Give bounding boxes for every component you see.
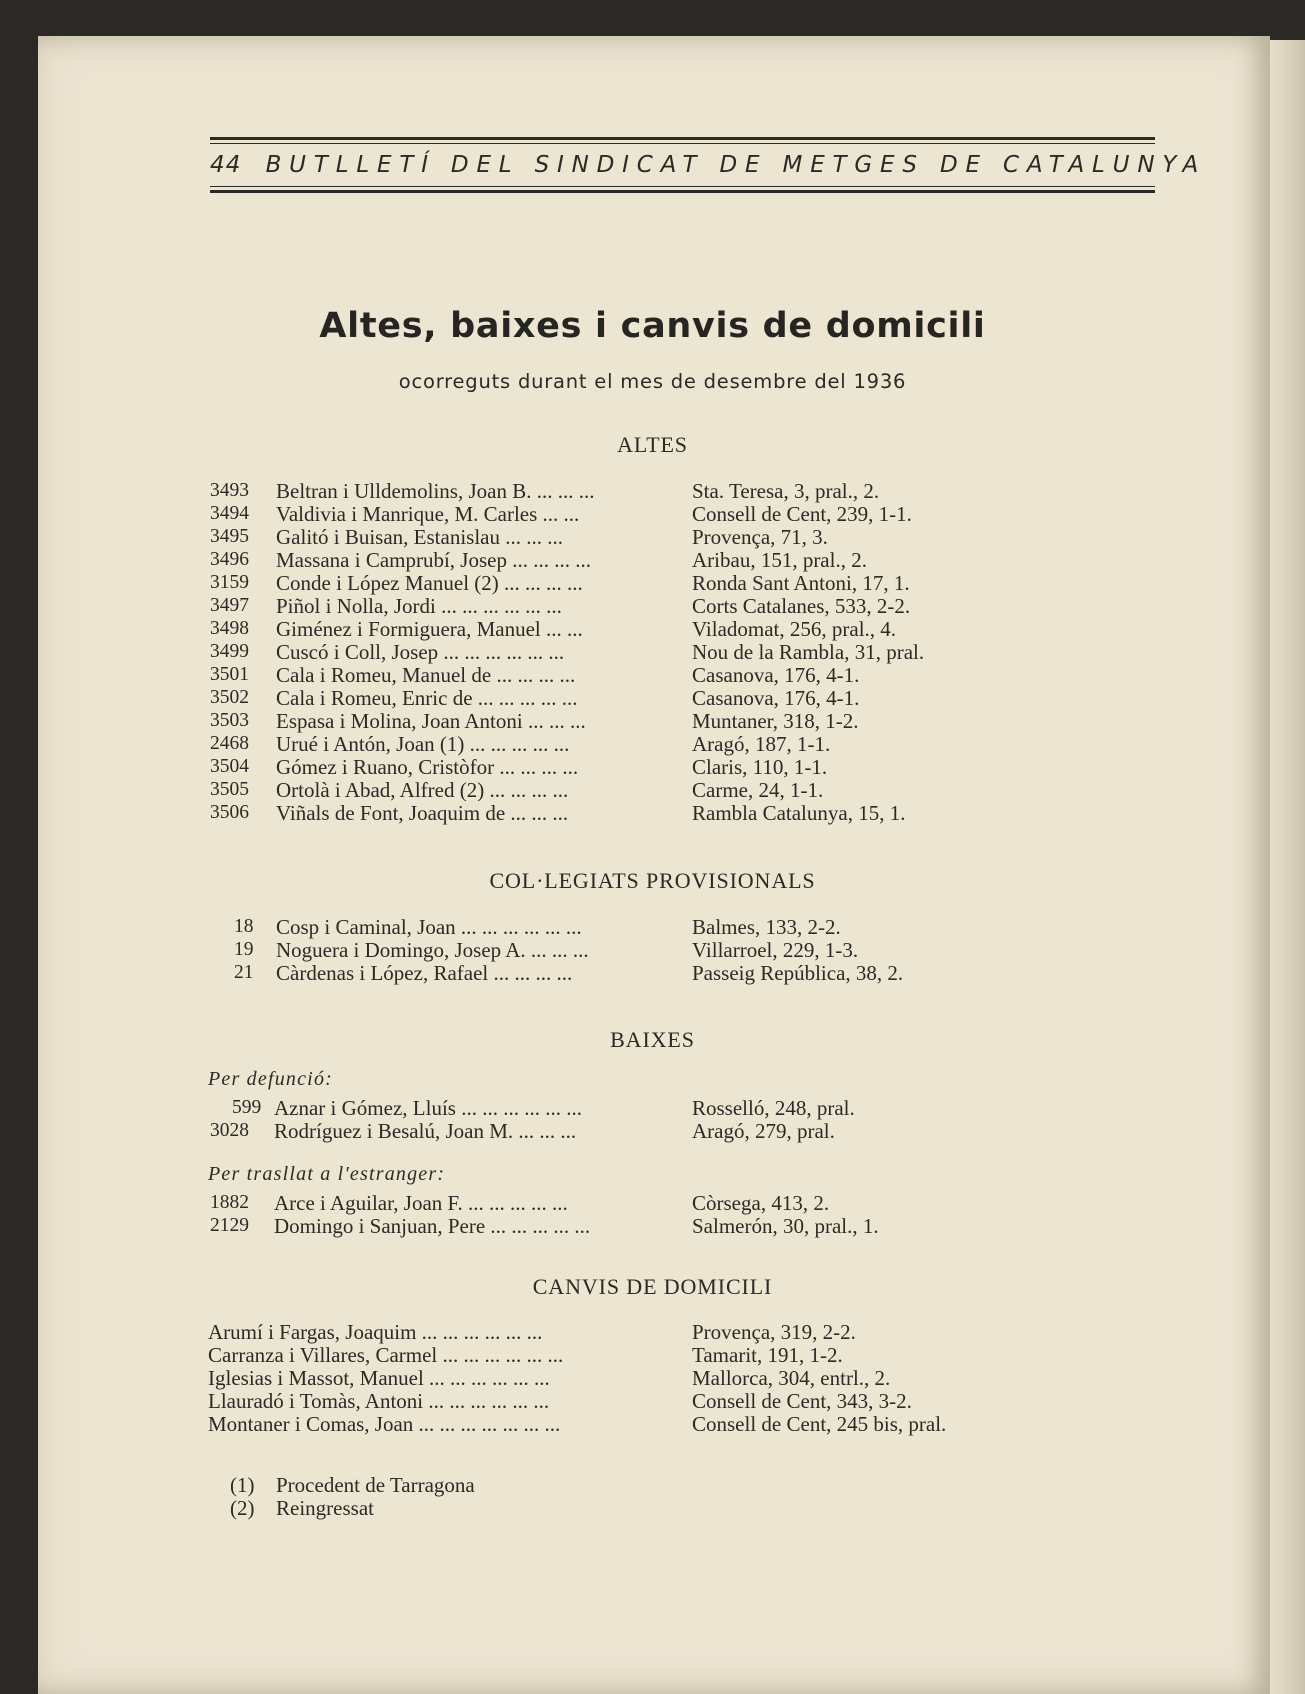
member-address: Balmes, 133, 2-2. <box>692 915 841 939</box>
footnote-mark: (1) <box>230 1473 255 1497</box>
member-name: Aznar i Gómez, Lluís ... ... ... ... ... ... <box>274 1096 582 1120</box>
member-name: Giménez i Formiguera, Manuel ... ... <box>276 617 583 641</box>
article-title: Altes, baixes i canvis de domicili <box>319 306 986 346</box>
member-number: 3493 <box>210 480 249 501</box>
list-item <box>0 778 1305 802</box>
member-name: Domingo i Sanjuan, Pere ... ... ... ... ... <box>274 1214 591 1238</box>
member-number: 2468 <box>210 733 249 754</box>
member-address: Casanova, 176, 4-1. <box>692 686 860 710</box>
page-edge <box>1270 40 1305 1694</box>
list-item <box>0 502 1305 526</box>
member-number: 18 <box>234 916 254 937</box>
footnote-text: Procedent de Tarragona <box>276 1473 475 1497</box>
member-address: Consell de Cent, 245 bis, pral. <box>692 1412 947 1436</box>
list-item <box>0 1320 1305 1344</box>
member-name: Galitó i Buisan, Estanislau ... ... ... <box>276 525 563 549</box>
list-item <box>0 1366 1305 1390</box>
subheading-defuncio: Per defunció: <box>208 1068 334 1090</box>
footnote-text: Reingressat <box>276 1496 374 1520</box>
member-name: Cala i Romeu, Enric de ... ... ... ... ... <box>276 686 578 710</box>
member-number: 3505 <box>210 779 249 800</box>
member-number: 2129 <box>210 1215 249 1236</box>
header-rule-bottom-thin <box>210 186 1155 187</box>
member-address: Provença, 319, 2-2. <box>692 1320 856 1344</box>
header-rule-top <box>210 137 1155 140</box>
member-address: Villarroel, 229, 1-3. <box>692 938 859 962</box>
list-item <box>0 1343 1305 1367</box>
member-name: Piñol i Nolla, Jordi ... ... ... ... ... ... <box>276 594 562 618</box>
section-heading-canvis: CANVIS DE DOMICILI <box>532 1274 773 1299</box>
member-name: Conde i López Manuel (2) ... ... ... ... <box>276 571 583 595</box>
member-number: 3503 <box>210 710 249 731</box>
member-address: Viladomat, 256, pral., 4. <box>692 617 897 641</box>
member-name: Arumí i Fargas, Joaquim ... ... ... ... ... ... <box>208 1320 543 1344</box>
member-address: Consell de Cent, 239, 1-1. <box>692 502 912 526</box>
member-address: Salmerón, 30, pral., 1. <box>692 1214 879 1238</box>
member-address: Còrsega, 413, 2. <box>692 1191 830 1215</box>
member-number: 3499 <box>210 641 249 662</box>
member-number: 3028 <box>210 1120 249 1141</box>
member-address: Passeig República, 38, 2. <box>692 961 904 985</box>
member-name: Cosp i Caminal, Joan ... ... ... ... ... ... <box>276 915 582 939</box>
member-number: 3495 <box>210 526 249 547</box>
list-item <box>0 479 1305 503</box>
subheading-trasllat: Per trasllat a l'estranger: <box>208 1163 446 1185</box>
footnote <box>230 1496 374 1521</box>
member-address: Aragó, 187, 1-1. <box>692 732 831 756</box>
member-name: Massana i Camprubí, Josep ... ... ... ... <box>276 548 591 572</box>
member-address: Claris, 110, 1-1. <box>692 755 828 779</box>
member-name: Valdivia i Manrique, M. Carles ... ... <box>276 502 580 526</box>
list-item <box>0 1119 1305 1143</box>
list-item <box>0 801 1305 825</box>
member-name: Espasa i Molina, Joan Antoni ... ... ... <box>276 709 586 733</box>
page-number: 44 <box>210 152 242 178</box>
list-item <box>0 1389 1305 1413</box>
member-address: Provença, 71, 3. <box>692 525 828 549</box>
member-number: 3159 <box>210 572 249 593</box>
member-address: Consell de Cent, 343, 3-2. <box>692 1389 912 1413</box>
member-address: Rosselló, 248, pral. <box>692 1096 855 1120</box>
member-address: Aragó, 279, pral. <box>692 1119 835 1143</box>
member-address: Corts Catalanes, 533, 2-2. <box>692 594 911 618</box>
member-address: Carme, 24, 1-1. <box>692 778 824 802</box>
footnote <box>230 1473 475 1498</box>
list-item <box>0 594 1305 618</box>
member-number: 21 <box>234 962 254 983</box>
list-item <box>0 732 1305 756</box>
member-name: Cala i Romeu, Manuel de ... ... ... ... <box>276 663 576 687</box>
member-address: Ronda Sant Antoni, 17, 1. <box>692 571 910 595</box>
list-item <box>0 1096 1305 1120</box>
section-heading-provisionals: COL·LEGIATS PROVISIONALS <box>489 868 816 893</box>
section-heading-baixes: BAIXES <box>610 1027 695 1052</box>
list-item <box>0 915 1305 939</box>
member-address: Muntaner, 318, 1-2. <box>692 709 859 733</box>
member-name: Urué i Antón, Joan (1) ... ... ... ... ... <box>276 732 570 756</box>
member-address: Nou de la Rambla, 31, pral. <box>692 640 925 664</box>
list-item <box>0 1412 1305 1436</box>
list-item <box>0 1214 1305 1238</box>
list-item <box>0 617 1305 641</box>
member-name: Carranza i Villares, Carmel ... ... ... ... ... ... <box>208 1343 564 1367</box>
list-item <box>0 640 1305 664</box>
footnote-mark: (2) <box>230 1496 255 1520</box>
list-item <box>0 709 1305 733</box>
member-name: Montaner i Comas, Joan ... ... ... ... ... ... ... <box>208 1412 561 1436</box>
journal-title: BUTLLETÍ DEL SINDICAT DE METGES DE CATALUNYA <box>265 152 1206 178</box>
list-item <box>0 548 1305 572</box>
member-name: Càrdenas i López, Rafael ... ... ... ... <box>276 961 573 985</box>
member-address: Sta. Teresa, 3, pral., 2. <box>692 479 880 503</box>
member-number: 3498 <box>210 618 249 639</box>
header-rule-bottom <box>210 190 1155 193</box>
list-item <box>0 525 1305 549</box>
member-number: 599 <box>232 1097 262 1118</box>
member-name: Beltran i Ulldemolins, Joan B. ... ... ... <box>276 479 595 503</box>
member-address: Rambla Catalunya, 15, 1. <box>692 801 906 825</box>
list-item <box>0 938 1305 962</box>
list-item <box>0 663 1305 687</box>
list-item <box>0 755 1305 779</box>
member-number: 3504 <box>210 756 249 777</box>
member-number: 19 <box>234 939 254 960</box>
member-name: Gómez i Ruano, Cristòfor ... ... ... ... <box>276 755 579 779</box>
header-rule-top-thin <box>210 143 1155 144</box>
member-name: Cuscó i Coll, Josep ... ... ... ... ... ... <box>276 640 565 664</box>
member-number: 3494 <box>210 503 249 524</box>
member-number: 1882 <box>210 1192 249 1213</box>
member-address: Aribau, 151, pral., 2. <box>692 548 867 572</box>
running-header <box>210 152 1206 184</box>
member-name: Rodríguez i Besalú, Joan M. ... ... ... <box>274 1119 577 1143</box>
member-name: Noguera i Domingo, Josep A. ... ... ... <box>276 938 589 962</box>
member-name: Viñals de Font, Joaquim de ... ... ... <box>276 801 569 825</box>
list-item <box>0 1191 1305 1215</box>
member-number: 3497 <box>210 595 249 616</box>
list-item <box>0 686 1305 710</box>
member-address: Mallorca, 304, entrl., 2. <box>692 1366 891 1390</box>
member-number: 3496 <box>210 549 249 570</box>
member-number: 3502 <box>210 687 249 708</box>
list-item <box>0 961 1305 985</box>
member-address: Casanova, 176, 4-1. <box>692 663 860 687</box>
member-name: Llauradó i Tomàs, Antoni ... ... ... ... ... ... <box>208 1389 550 1413</box>
page-sheet <box>38 36 1270 1694</box>
member-number: 3506 <box>210 802 249 823</box>
list-item <box>0 571 1305 595</box>
member-name: Iglesias i Massot, Manuel ... ... ... ... ... ... <box>208 1366 550 1390</box>
member-address: Tamarit, 191, 1-2. <box>692 1343 843 1367</box>
article-subtitle: ocorreguts durant el mes de desembre del 1936 <box>398 370 907 393</box>
section-heading-altes: ALTES <box>617 432 688 457</box>
member-name: Ortolà i Abad, Alfred (2) ... ... ... ... <box>276 778 569 802</box>
member-number: 3501 <box>210 664 249 685</box>
member-name: Arce i Aguilar, Joan F. ... ... ... ... ... <box>274 1191 568 1215</box>
